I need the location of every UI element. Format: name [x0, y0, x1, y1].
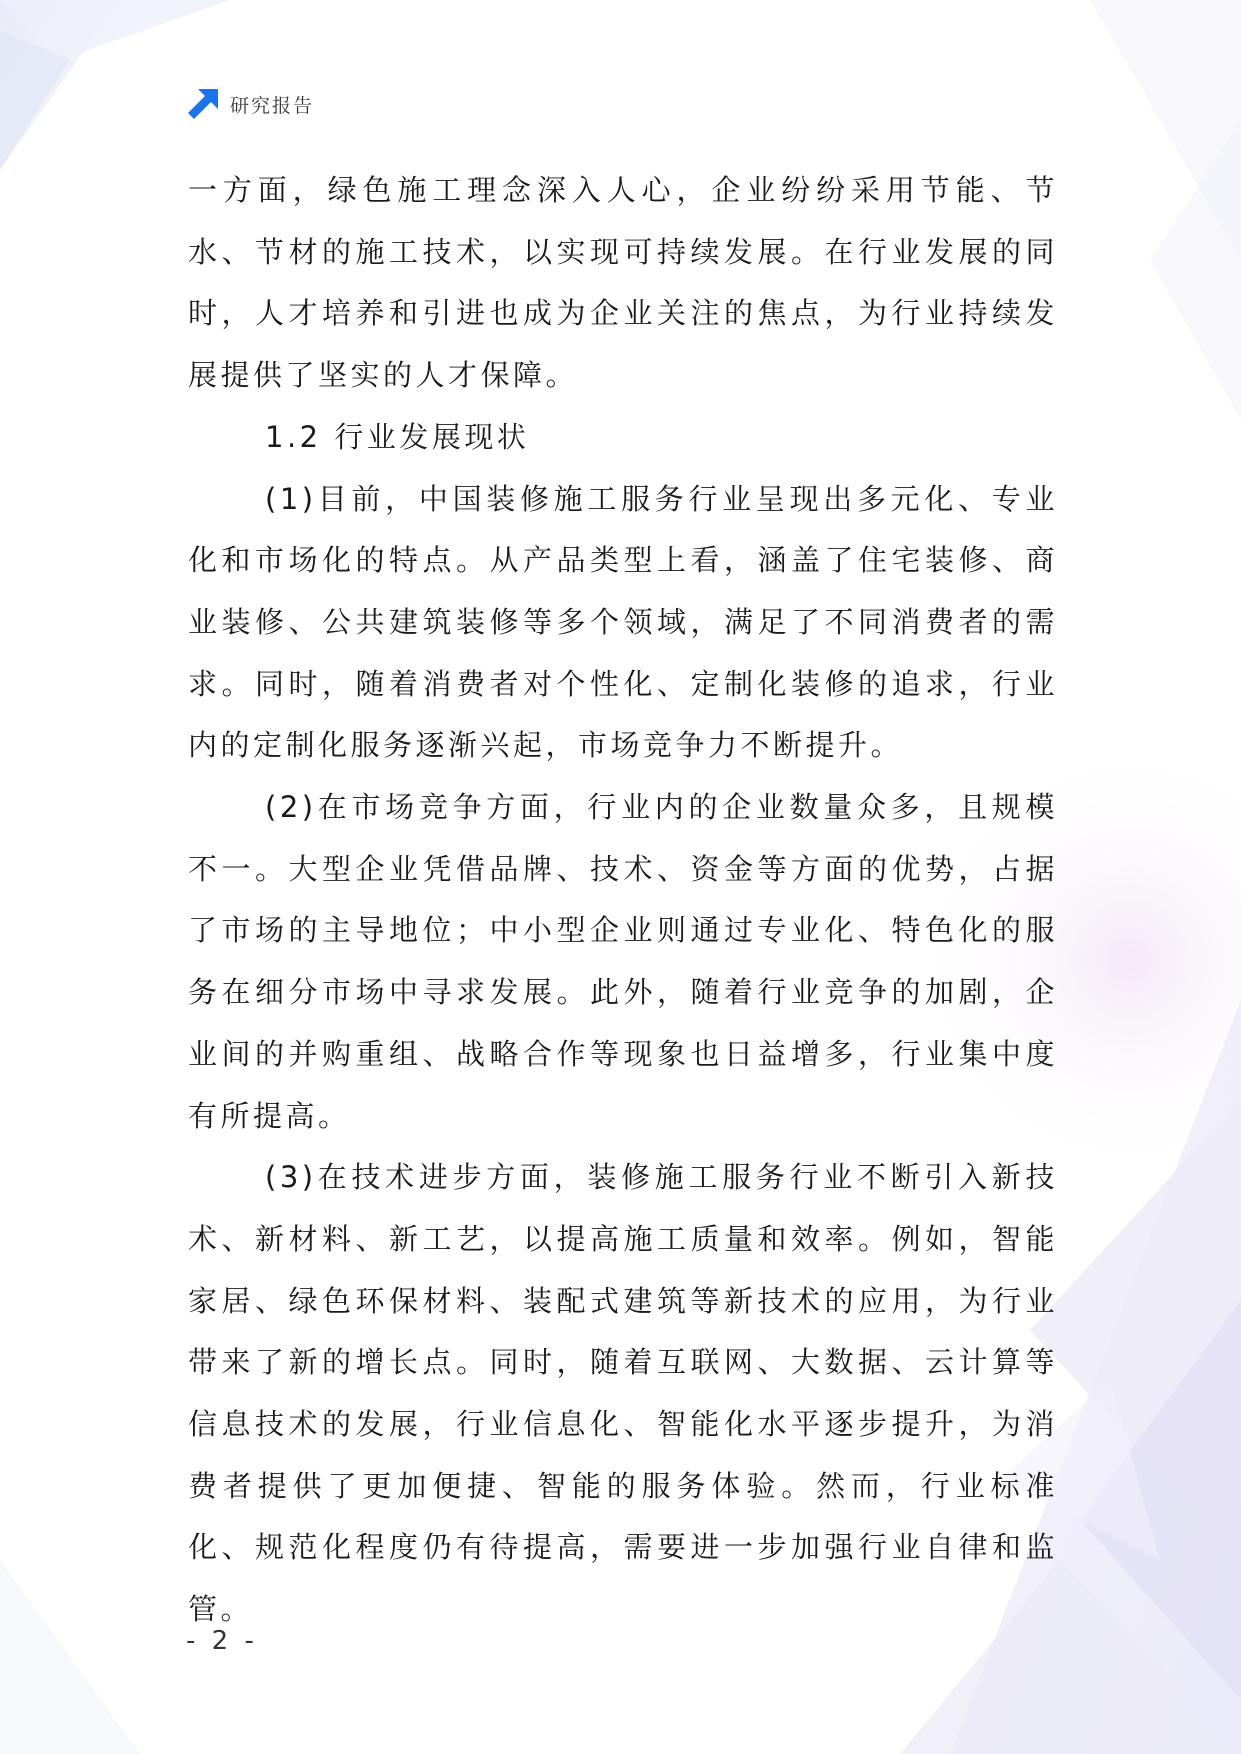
paragraph-point-3: (3)在技术进步方面，装修施工服务行业不断引入新技术、新材料、新工艺，以提高施工质量和效率。例如，智能家居、绿色环保材料、装配式建筑等新技术的应用，为行业带来了新的增长点。同时，随着互联网、大数据、云计算等信息技术的发展，行业信息化、智能化水平逐步提升，为消费者提供了更加便捷、智能的服务体验。然而，行业标准化、规范化程度仍有待提高，需要进一步加强行业自律和监管。 — [188, 1160, 1058, 1627]
paragraph-point-1: (1)目前，中国装修施工服务行业呈现出多元化、专业化和市场化的特点。从产品类型上看，涵盖了住宅装修、商业装修、公共建筑装修等多个领域，满足了不同消费者的需求。同时，随着消费者对个性化、定制化装修的追求，行业内的定制化服务逐渐兴起，市场竞争力不断提升。 — [188, 481, 1058, 763]
paragraph-point-2: (2)在市场竞争方面，行业内的企业数量众多，且规模不一。大型企业凭借品牌、技术、资金等方面的优势，占据了市场的主导地位；中小型企业则通过专业化、特色化的服务在细分市场中寻求发展。此外，随着行业竞争的加剧，企业间的并购重组、战略合作等现象也日益增多，行业集中度有所提高。 — [188, 790, 1058, 1133]
report-header-title: 研究报告 — [230, 94, 315, 117]
arrow-up-right-icon — [186, 87, 220, 121]
page-number: - 2 - — [186, 1626, 258, 1656]
paragraph-green-construction: 一方面，绿色施工理念深入人心，企业纷纷采用节能、节水、节材的施工技术，以实现可持续发展。在行业发展的同时，人才培养和引进也成为企业关注的焦点，为行业持续发展提供了坚实的人才保障。 — [188, 173, 1058, 393]
section-heading-industry-status: 1.2 行业发展现状 — [265, 419, 530, 454]
document-body — [188, 160, 1058, 1641]
report-header — [186, 86, 314, 122]
